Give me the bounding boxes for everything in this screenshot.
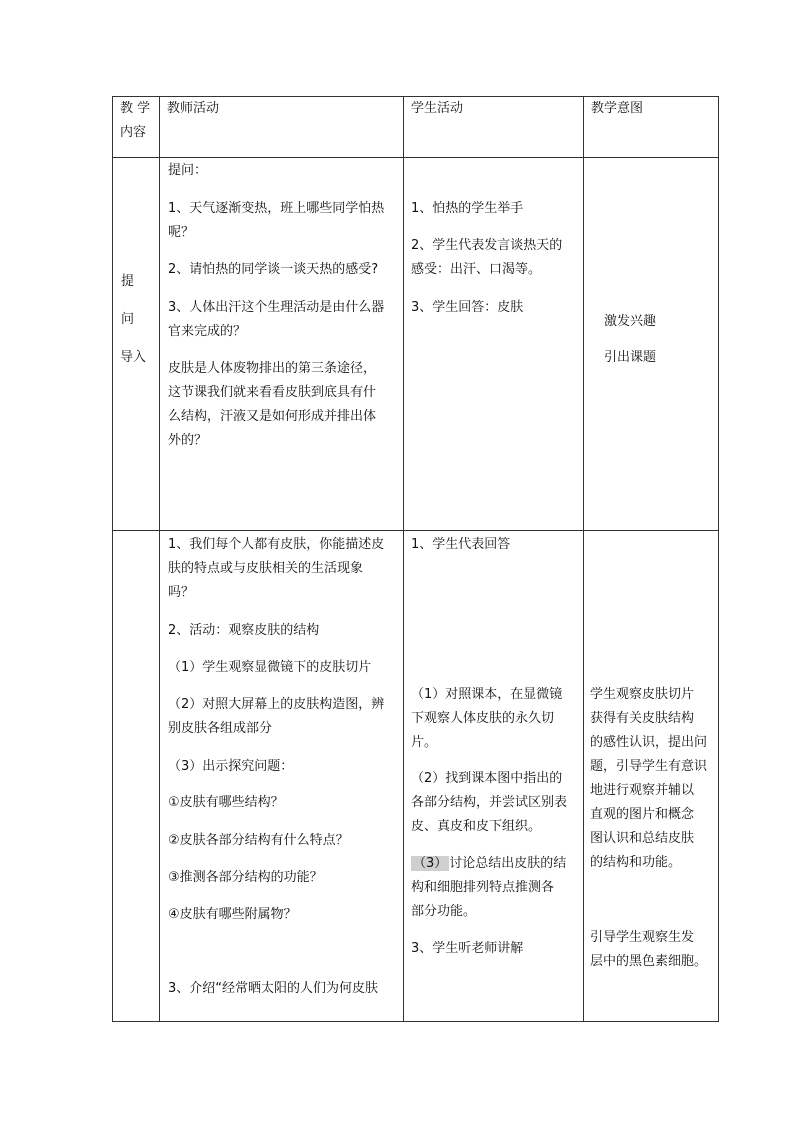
teacher-text: 外的？ [168,433,208,448]
teacher-text: 2、活动：观察皮肤的结构 [168,623,320,638]
teacher-text: ②皮肤各部分结构有什么特点？ [168,833,349,848]
highlighted-marker: （3） [413,856,448,871]
teacher-text: 1、我们每个人都有皮肤，你能描述皮 [168,537,385,552]
header-content: 教 学 [120,101,151,116]
teacher-text: 提问： [168,163,208,178]
content-label: 问 [121,312,135,327]
intent-text: 的感性认识，提出问 [590,735,708,750]
student-text: 片。 [411,735,438,750]
teacher-text: 这节课我们就来看看皮肤到底具有什 [168,385,377,400]
student-text: 1、怕热的学生举手 [411,201,524,216]
teacher-text: （3）出示探究问题： [168,759,294,774]
student-text: 部分功能。 [411,904,477,919]
teacher-text: 3、介绍“经常晒太阳的人们为何皮肤 [168,981,379,996]
teacher-text: 1、天气逐渐变热，班上哪些同学怕热 [168,201,385,216]
header-teacher: 教师活动 [167,101,220,116]
teacher-text: （2）对照大屏幕上的皮肤构造图，辨 [168,697,385,712]
student-text: 感受：出汗、口渴等。 [411,262,542,277]
teacher-text: ①皮肤有哪些结构？ [168,795,284,810]
header-intent: 教学意图 [591,101,644,116]
student-text: （1）对照课本，在显微镜 [411,687,563,702]
intent-text: 图认识和总结皮肤 [590,831,695,846]
intent-text: 题，引导学生有意识 [590,759,708,774]
student-text: 各部分结构，并尝试区别表 [411,795,568,810]
content-label: 导入 [120,350,147,365]
student-text: 3、学生回答：皮肤 [411,300,524,315]
table-border [159,96,160,1022]
intent-text: 直观的图片和概念 [590,807,695,822]
table-border [718,96,719,1022]
intent-text: 引出课题 [604,350,657,365]
table-border [112,96,113,1022]
student-text: 构和细胞排列特点推测各 [411,880,555,895]
teacher-text: 呢？ [168,225,195,240]
intent-text: 激发兴趣 [604,314,657,329]
student-text: 2、学生代表发言谈热天的 [411,238,563,253]
intent-text: 引导学生观察生发 [590,930,695,945]
teacher-text: 官来完成的？ [168,324,247,339]
student-text: 下观察人体皮肤的永久切 [411,711,555,726]
intent-text: 学生观察皮肤切片 [590,687,695,702]
header-content: 内容 [120,125,147,140]
intent-text: 地进行观察并辅以 [590,783,695,798]
student-text: （2）找到课本图中指出的 [411,771,563,786]
teacher-text: ③推测各部分结构的功能？ [168,870,323,885]
teacher-text: 2、请怕热的同学谈一谈天热的感受? [168,262,379,277]
teacher-text: 别皮肤各组成部分 [168,721,273,736]
table-border [112,530,719,531]
teacher-text: 肤的特点或与皮肤相关的生活现象 [168,561,364,576]
table-border [583,96,584,1022]
header-student: 学生活动 [411,101,464,116]
table-border [112,1021,719,1022]
student-text: 1、学生代表回答 [411,537,511,552]
teacher-text: ④皮肤有哪些附属物？ [168,907,297,922]
teacher-text: （1）学生观察显微镜下的皮肤切片 [168,660,372,675]
student-text: 皮、真皮和皮下组织。 [411,819,542,834]
teacher-text: 皮肤是人体废物排出的第三条途径， [168,361,377,376]
teacher-text: 么结构，汗液又是如何形成并排出体 [168,409,377,424]
content-label: 提 [121,274,135,289]
student-text: 3、学生听老师讲解 [411,941,524,956]
intent-text: 层中的黑色素细胞。 [590,954,708,969]
table-border [403,96,404,1022]
student-discuss-line [413,852,566,876]
teacher-text: 吗？ [168,585,195,600]
intent-text: 获得有关皮肤结构 [590,711,695,726]
student-text: 讨论总结出皮肤的结 [449,856,567,871]
table-border [112,157,719,158]
intent-text: 的结构和功能。 [590,855,682,870]
teacher-text: 3、人体出汗这个生理活动是由什么器 [168,300,385,315]
